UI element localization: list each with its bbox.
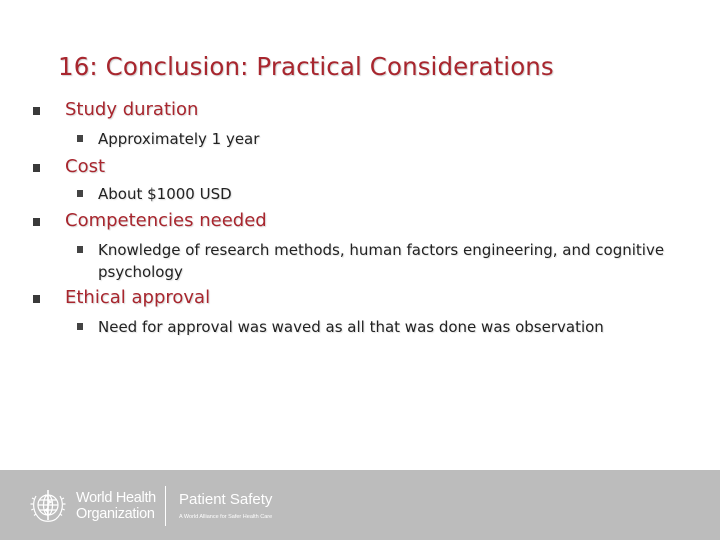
program-tagline: A World Alliance for Safer Health Care <box>179 514 273 520</box>
sub-bullet-text: Knowledge of research methods, human factors engineering, and cognitive psychology <box>98 241 665 281</box>
square-bullet-icon <box>77 135 83 142</box>
square-bullet-icon <box>33 107 40 115</box>
who-wordmark <box>76 490 156 522</box>
bullet-label: Study duration <box>65 99 199 120</box>
bullet-label: Competencies needed <box>65 210 267 231</box>
org-name-line1: World Health <box>76 490 156 506</box>
sub-bullet-text: Approximately 1 year <box>98 130 260 148</box>
square-bullet-icon <box>77 246 83 253</box>
footer-bar <box>0 470 720 540</box>
bullet-label: Cost <box>65 156 106 177</box>
org-name-line2: Organization <box>76 506 155 522</box>
who-emblem-icon <box>28 486 68 526</box>
program-title: Patient Safety <box>179 491 273 508</box>
square-bullet-icon <box>77 323 83 330</box>
square-bullet-icon <box>33 295 40 303</box>
sub-bullet-text: About $1000 USD <box>98 185 232 203</box>
bullet-label: Ethical approval <box>65 287 211 308</box>
slide-title: 16: Conclusion: Practical Considerations <box>58 52 554 81</box>
square-bullet-icon <box>33 218 40 226</box>
sub-bullet-text: Need for approval was waved as all that was done was observation <box>98 318 604 336</box>
square-bullet-icon <box>33 164 40 172</box>
square-bullet-icon <box>77 190 83 197</box>
footer-divider <box>165 486 166 526</box>
